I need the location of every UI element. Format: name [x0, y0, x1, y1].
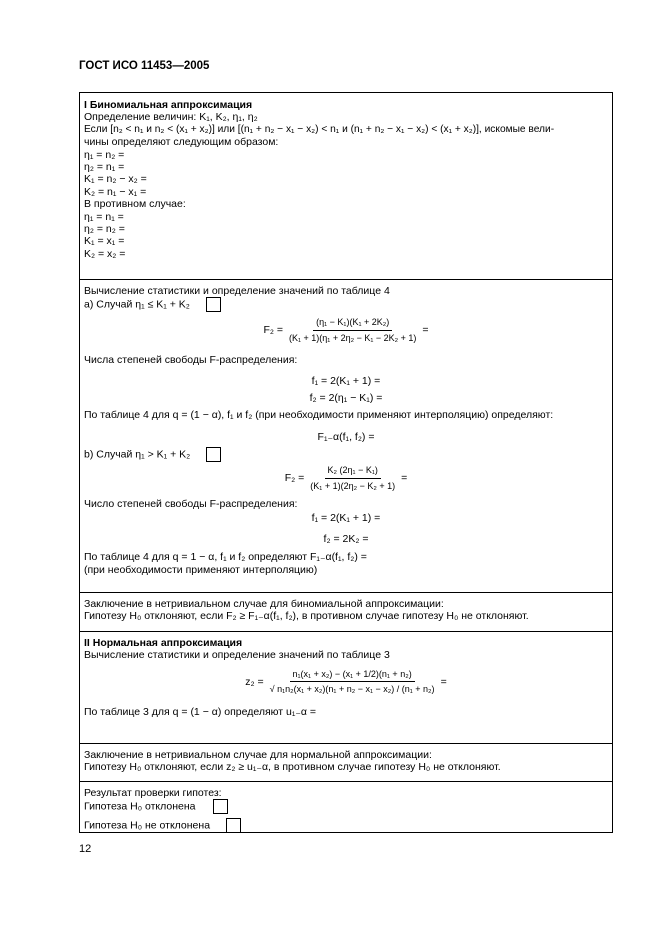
- form-table: [79, 92, 613, 833]
- result-section: [80, 785, 612, 835]
- interpolation-note: (при необходимости применяют интерполяцию): [84, 563, 318, 576]
- formula-numerator: K₂ (2η₁ − K₁): [325, 464, 381, 478]
- eta2-alt-def: η₂ = n₂ =: [84, 223, 125, 236]
- binomial-conclusion-heading: Заключение в нетривиальном случае для биномиальной аппроксимации:: [84, 598, 444, 610]
- result-rejected-row: [84, 799, 608, 814]
- formula-denominator: √ n₁n₂(x₁ + x₂)(n₁ + n₂ − x₁ − x₂) / (n₁ + n₂): [269, 684, 435, 695]
- k1-def: K₁ = n₂ − x₂ =: [84, 173, 147, 186]
- condition-line: Если [n₂ < n₁ и n₂ < (x₁ + x₂)] или [(n₁ + n₂ − x₁ − x₂) < n₁ и (n₁ + n₂ − x₁ − x₂) < (x₁ + x₂)], искомые вели-: [84, 123, 555, 135]
- k2-def: K₂ = n₁ − x₁ =: [84, 185, 147, 198]
- eta1-alt-def: η₁ = n₁ =: [84, 210, 124, 223]
- formula-z2: [84, 668, 608, 696]
- divider: [80, 279, 612, 280]
- formula-denominator: (K₁ + 1)(η₁ + 2η₂ − K₁ − 2K₂ + 1): [288, 332, 417, 343]
- normal-table-lookup: По таблице 3 для q = (1 − α) определяют u₁₋α =: [84, 705, 317, 718]
- dof-heading-b: Число степеней свободы F-распределения:: [84, 498, 298, 511]
- condition-line-cont: чины определяют следующим образом:: [84, 136, 279, 149]
- case-a-label: а) Случай η₁ ≤ K₁ + K₂: [84, 298, 190, 311]
- formula-eq: =: [440, 675, 447, 688]
- normal-statistics-heading: Вычисление статистики и определение значений по таблице 3: [84, 649, 390, 662]
- formula-lhs: F₂ =: [284, 471, 305, 484]
- case-b-label: b) Случай η₁ > K₁ + K₂: [84, 448, 191, 461]
- binomial-definitions-section: [80, 97, 612, 262]
- normal-conclusion-heading: Заключение в нетривиальном случае для нормальной аппроксимации:: [84, 749, 432, 761]
- divider: [80, 631, 612, 632]
- case-b-checkbox[interactable]: [206, 447, 221, 462]
- result-rejected-label: Гипотеза H₀ отклонена: [84, 800, 196, 813]
- dof-heading-a: Числа степеней свободы F-распределения:: [84, 354, 298, 367]
- normal-conclusion-section: [80, 747, 612, 776]
- binomial-conclusion-section: [80, 596, 612, 625]
- formula-lhs: F₂ =: [263, 324, 283, 337]
- result-not-rejected-row: [84, 818, 608, 833]
- divider: [80, 592, 612, 593]
- divider: [80, 781, 612, 782]
- statistics-heading: Вычисление статистики и определение значений по таблице 4: [84, 285, 390, 297]
- case-a-row: [84, 297, 608, 312]
- table-lookup-a: По таблице 4 для q = (1 − α), f₁ и f₂ (при необходимости применяют интерполяцию) определяют:: [84, 409, 554, 422]
- case-a-checkbox[interactable]: [206, 297, 221, 312]
- definitions-line: Определение величин: K₁, K₂, η₁, η₂: [84, 111, 258, 124]
- f2-case-a: f₂ = 2(η₁ − K₁) =: [309, 392, 383, 405]
- result-heading: Результат проверки гипотез:: [84, 787, 222, 799]
- normal-conclusion-rule: Гипотезу H₀ отклоняют, если z₂ ≥ u₁₋α, в противном случае гипотезу H₀ не отклоняют.: [84, 761, 501, 774]
- formula-eq: =: [422, 324, 429, 337]
- divider: [80, 743, 612, 744]
- document-header: ГОСТ ИСО 11453—2005: [79, 60, 210, 72]
- formula-eq: =: [401, 471, 408, 484]
- k1-alt-def: K₁ = x₁ =: [84, 235, 125, 248]
- otherwise-label: В противном случае:: [84, 198, 186, 211]
- k2-alt-def: K₂ = x₂ =: [84, 247, 126, 260]
- formula-lhs: z₂ =: [245, 675, 264, 688]
- formula-f2-case-a: [84, 316, 608, 344]
- fcrit-case-a: F₁₋α(f₁, f₂) =: [317, 430, 375, 443]
- table-lookup-b: По таблице 4 для q = 1 − α, f₁ и f₂ определяют F₁₋α(f₁, f₂) =: [84, 551, 367, 564]
- f1-case-b: f₁ = 2(K₁ + 1) =: [311, 512, 381, 525]
- f2-case-b: f₂ = 2K₂ =: [323, 532, 369, 545]
- eta1-def: η₁ = n₂ =: [84, 148, 125, 161]
- f1-case-a: f₁ = 2(K₁ + 1) =: [311, 374, 381, 387]
- eta2-def: η₂ = n₁ =: [84, 161, 125, 174]
- page-number: 12: [79, 843, 92, 855]
- result-rejected-checkbox[interactable]: [213, 799, 228, 814]
- binomial-conclusion-rule: Гипотезу H₀ отклоняют, если F₂ ≥ F₁₋α(f₁, f₂), в противном случае гипотезу H₀ не отклоняют.: [84, 610, 529, 623]
- section-title-binomial: I Биномиальная аппроксимация: [84, 99, 253, 111]
- formula-denominator: (K₁ + 1)(2η₂ − K₂ + 1): [310, 480, 396, 491]
- normal-approximation-section: [80, 635, 612, 720]
- case-b-row: [84, 447, 608, 462]
- result-not-rejected-checkbox[interactable]: [226, 818, 241, 833]
- formula-numerator: n₁(x₁ + x₂) − (x₁ + 1/2)(n₁ + n₂): [290, 668, 415, 682]
- binomial-statistics-section: [80, 283, 612, 578]
- formula-f2-case-b: [84, 464, 608, 492]
- result-not-rejected-label: Гипотеза H₀ не отклонена: [84, 819, 211, 832]
- section-title-normal: II Нормальная аппроксимация: [84, 637, 243, 649]
- formula-numerator: (η₁ − K₁)(K₁ + 2K₂): [313, 316, 392, 330]
